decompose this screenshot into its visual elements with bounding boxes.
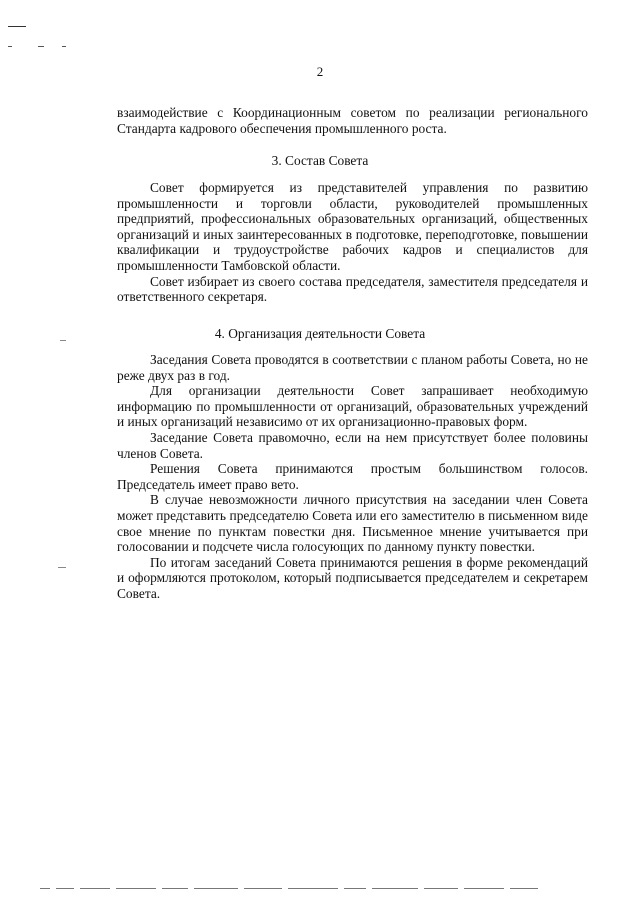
scan-mark	[62, 46, 66, 47]
section-4-text-block	[117, 352, 588, 602]
scan-bottom-edge	[40, 888, 600, 890]
paragraph: Заседания Совета проводятся в соответствии с планом работы Совета, но не реже двух раз в год.	[117, 352, 588, 383]
section-4-heading: 4. Организация деятельности Совета	[214, 326, 426, 341]
intro-text-block	[117, 105, 588, 136]
section-3-heading: 3. Состав Совета	[271, 153, 369, 168]
paragraph: взаимодействие с Координационным советом по реализации регионального Стандарта кадрового обеспечения промышленного роста.	[117, 105, 588, 136]
scan-mark	[8, 26, 26, 27]
page-number: 2	[316, 64, 324, 79]
paragraph: Решения Совета принимаются простым большинством голосов. Председатель имеет право вето.	[117, 461, 588, 492]
paragraph: Совет формируется из представителей управления по развитию промышленности и торговли области, руководителей промышленных предприятий, профессиональных образовательных организаций, общественных организаций и иных заинтересованных в подготовке, переподготовке, повышении квалификации и трудоустройстве рабочих кадров и специалистов для промышленности Тамбовской области.	[117, 180, 588, 273]
section-3-text-block	[117, 180, 588, 305]
scan-mark	[38, 46, 44, 47]
paragraph: По итогам заседаний Совета принимаются решения в форме рекомендаций и оформляются протоколом, который подписывается председателем и секретарем Совета.	[117, 554, 588, 601]
scan-mark	[58, 567, 66, 568]
paragraph: В случае невозможности личного присутствия на заседании член Совета может представить председателю Совета или его заместителю в письменном виде свое мнение по пунктам повестки дня. Письменное мнение учитывается при голосовании и подсчете числа голосующих по данному пункту повестки.	[117, 492, 588, 555]
scan-mark	[8, 46, 12, 47]
paragraph: Совет избирает из своего состава председателя, заместителя председателя и ответственного секретаря.	[117, 273, 588, 305]
paragraph: Для организации деятельности Совет запрашивает необходимую информацию по промышленности от организаций, образовательных учреждений и иных организаций независимо от их организационно-правовых форм.	[117, 383, 588, 430]
paragraph: Заседание Совета правомочно, если на нем присутствует более половины членов Совета.	[117, 429, 588, 461]
